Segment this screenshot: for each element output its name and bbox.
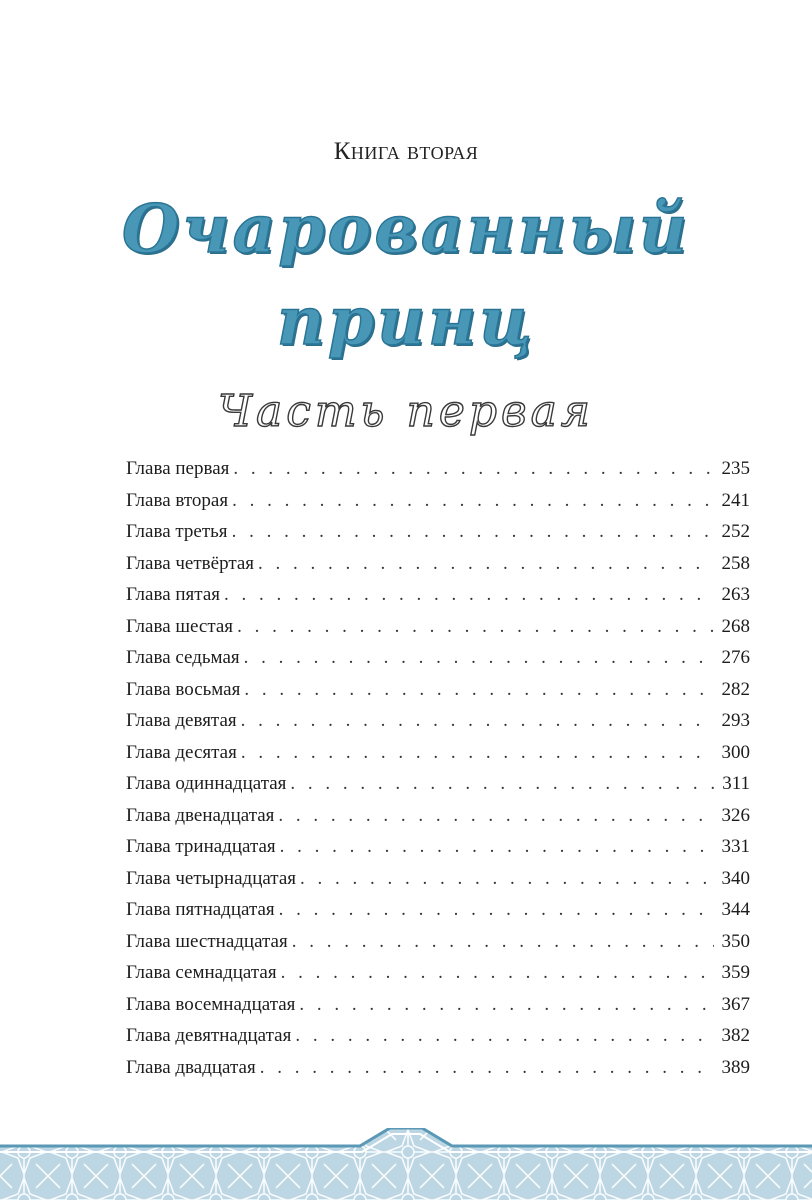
toc-leader-dots <box>241 742 714 764</box>
toc-leader-dots <box>224 584 714 606</box>
toc-page-number: 389 <box>721 1056 750 1078</box>
toc-chapter-title: Глава девятая <box>126 710 237 731</box>
toc-page-number: 263 <box>721 584 750 605</box>
toc-chapter-title: Глава десятая <box>126 741 237 763</box>
toc-leader-dots <box>290 773 714 795</box>
toc-leader-dots <box>281 962 714 984</box>
toc-row <box>126 710 750 742</box>
toc-row <box>126 490 750 522</box>
toc-chapter-title: Глава восемнадцатая <box>126 993 296 1015</box>
book-label: Книга вторая <box>333 138 479 165</box>
toc-page-number: 300 <box>721 741 750 763</box>
toc-leader-dots <box>292 931 714 953</box>
toc-row <box>126 962 750 994</box>
toc-leader-dots <box>232 490 714 512</box>
toc-leader-dots <box>300 868 714 890</box>
toc-page-number: 235 <box>721 458 750 479</box>
toc-page-number: 350 <box>721 930 750 952</box>
book-title-line-1: Очарованный <box>121 190 691 268</box>
toc-row <box>126 805 750 837</box>
toc-row <box>126 742 750 774</box>
toc-leader-dots <box>258 553 714 575</box>
toc-chapter-title: Глава тринадцатая <box>126 836 276 857</box>
toc-chapter-title: Глава шестая <box>126 615 234 637</box>
toc-row <box>126 1025 750 1057</box>
toc-chapter-title: Глава одиннадцатая <box>126 773 287 794</box>
toc-chapter-title: Глава семнадцатая <box>126 962 277 983</box>
toc-leader-dots <box>244 647 714 669</box>
toc-page-number: 382 <box>721 1025 750 1046</box>
toc-page-number: 367 <box>721 993 750 1015</box>
ornament-footer-band <box>0 1128 812 1200</box>
toc-chapter-title: Глава седьмая <box>126 647 240 668</box>
toc-leader-dots <box>233 458 714 480</box>
toc-page-number: 241 <box>721 489 750 511</box>
toc-row <box>126 647 750 679</box>
toc-row <box>126 836 750 868</box>
toc-page-number: 293 <box>721 710 750 731</box>
toc-row <box>126 1057 750 1089</box>
toc-page-number: 331 <box>721 836 750 857</box>
toc-row <box>126 679 750 711</box>
toc-row <box>126 994 750 1026</box>
toc-page-number: 258 <box>721 552 750 574</box>
toc-leader-dots <box>237 616 714 638</box>
toc-chapter-title: Глава первая <box>126 458 230 479</box>
toc-leader-dots <box>241 710 714 732</box>
toc-leader-dots <box>244 679 714 701</box>
toc-chapter-title: Глава восьмая <box>126 678 241 700</box>
toc-row <box>126 584 750 616</box>
toc-page-number: 326 <box>721 804 750 826</box>
toc-page-number: 344 <box>721 899 750 920</box>
toc-chapter-title: Глава третья <box>126 521 228 542</box>
toc-row <box>126 773 750 805</box>
toc-chapter-title: Глава пятая <box>126 584 220 605</box>
toc-leader-dots <box>279 899 714 921</box>
toc-chapter-title: Глава девятнадцатая <box>126 1025 292 1046</box>
toc-leader-dots <box>280 836 714 858</box>
toc-chapter-title: Глава пятнадцатая <box>126 899 275 920</box>
toc-chapter-title: Глава двенадцатая <box>126 804 275 826</box>
toc-row <box>126 868 750 900</box>
toc-page-number: 276 <box>721 647 750 668</box>
toc-row <box>126 616 750 648</box>
toc-row <box>126 553 750 585</box>
toc-chapter-title: Глава шестнадцатая <box>126 930 288 952</box>
toc-page-number: 311 <box>722 773 750 794</box>
toc-chapter-title: Глава вторая <box>126 489 229 511</box>
toc-chapter-title: Глава четырнадцатая <box>126 867 297 889</box>
toc-leader-dots <box>295 1025 714 1047</box>
toc-page-number: 340 <box>721 867 750 889</box>
toc-row <box>126 931 750 963</box>
toc-row <box>126 521 750 553</box>
toc-chapter-title: Глава четвёртая <box>126 552 255 574</box>
toc-page-number: 359 <box>721 962 750 983</box>
toc-page-number: 282 <box>721 678 750 700</box>
toc-page-number: 252 <box>721 521 750 542</box>
toc-page-number: 268 <box>721 615 750 637</box>
book-title-line-2: принц <box>276 282 536 360</box>
part-label: Часть первая <box>217 386 595 437</box>
toc-leader-dots <box>260 1057 714 1079</box>
toc-row <box>126 458 750 490</box>
toc-chapter-title: Глава двадцатая <box>126 1056 256 1078</box>
toc-leader-dots <box>232 521 714 543</box>
table-of-contents <box>126 458 750 1088</box>
toc-row <box>126 899 750 931</box>
toc-leader-dots <box>299 994 714 1016</box>
toc-leader-dots <box>278 805 714 827</box>
